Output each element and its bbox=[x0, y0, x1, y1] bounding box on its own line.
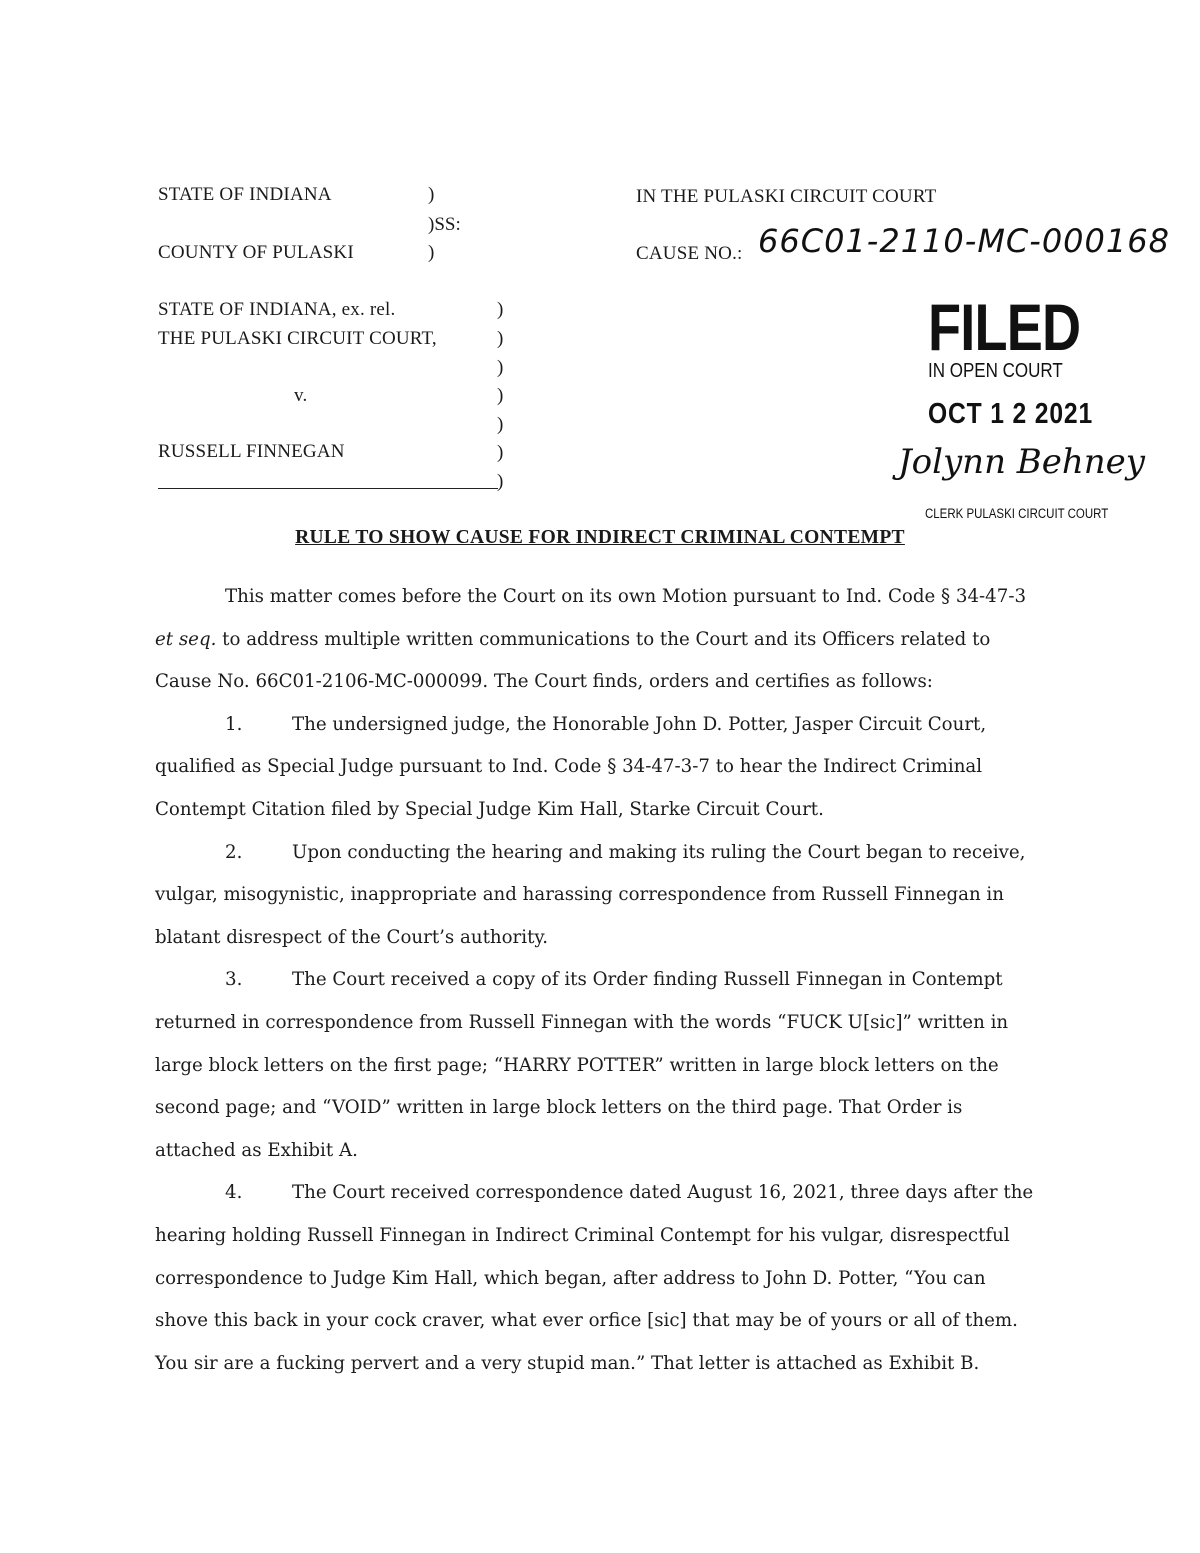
versus-label: v. bbox=[294, 385, 308, 406]
caption-paren: ) bbox=[497, 328, 504, 349]
paragraph-text: The Court received correspondence dated August 16, 2021, three days after the hearing holding Russell Finnegan in Indirect Criminal Contempt for his vulgar, disrespectful correspondence to Judge Kim Hall, which began, after address to John D. Potter, “You can shove this back in your cock craver, what ever orfice [sic] that may be of yours or all of them. You sir are a fucking pervert and a very stupid man.” That letter is attached as Exhibit B. bbox=[155, 1182, 1034, 1374]
defendant-name: RUSSELL FINNEGAN bbox=[158, 441, 345, 462]
caption-paren: ) bbox=[497, 442, 504, 463]
paragraph-number: 4. bbox=[225, 1182, 243, 1204]
caption-paren: ) bbox=[497, 471, 504, 492]
numbered-paragraph bbox=[155, 1172, 1035, 1385]
cause-label: CAUSE NO.: bbox=[636, 243, 743, 264]
document-title: RULE TO SHOW CAUSE FOR INDIRECT CRIMINAL CONTEMPT bbox=[295, 527, 905, 548]
caption-underline bbox=[158, 488, 498, 489]
paragraph-text: The undersigned judge, the Honorable John D. Potter, Jasper Circuit Court, qualified as Special Judge pursuant to Ind. Code § 34-47-3-7 to hear the Indirect Criminal Contempt Citation filed by Special Judge Kim Hall, Starke Circuit Court. bbox=[155, 713, 987, 820]
numbered-paragraph bbox=[155, 959, 1035, 1172]
court-name: IN THE PULASKI CIRCUIT COURT bbox=[636, 186, 937, 207]
plaintiff-line-2: THE PULASKI CIRCUIT COURT, bbox=[158, 328, 437, 349]
filed-stamp: FILED bbox=[928, 290, 1081, 364]
filed-date: OCT 1 2 2021 bbox=[928, 398, 1094, 430]
document-body bbox=[155, 576, 1035, 1385]
paragraph-text: The Court received a copy of its Order finding Russell Finnegan in Contempt returned in correspondence from Russell Finnegan with the words “FUCK U[sic]” written in large block letters on the first page; “HARRY POTTER” written in large block letters on the second page; and “VOID” written in large block letters on the third page. That Order is attached as Exhibit A. bbox=[155, 969, 1009, 1161]
numbered-paragraph bbox=[155, 704, 1035, 832]
clerk-label: CLERK PULASKI CIRCUIT COURT bbox=[925, 506, 1109, 521]
clerk-signature: Jolynn Behney bbox=[898, 442, 1146, 482]
caption-paren: ) bbox=[497, 414, 504, 435]
paragraph-text: Upon conducting the hearing and making its ruling the Court began to receive, vulgar, misogynistic, inappropriate and harassing correspondence from Russell Finnegan in blatant disrespect of the Court’s authority. bbox=[155, 841, 1026, 948]
county-label: COUNTY OF PULASKI bbox=[158, 242, 354, 263]
paragraph-number: 1. bbox=[225, 713, 243, 735]
plaintiff-line-1: STATE OF INDIANA, ex. rel. bbox=[158, 299, 396, 320]
caption-paren: ) bbox=[428, 184, 435, 205]
caption-paren: ) bbox=[497, 385, 504, 406]
caption-paren: ) bbox=[497, 299, 504, 320]
ss-label: )SS: bbox=[428, 214, 461, 235]
caption-paren: ) bbox=[497, 357, 504, 378]
state-label: STATE OF INDIANA bbox=[158, 184, 332, 205]
intro-paragraph: This matter comes before the Court on its own Motion pursuant to Ind. Code § 34-47-3 et seq. to address multiple written communications to the Court and its Officers related to Cause No. 66C01-2106-MC-000099. The Court finds, orders and certifies as follows: bbox=[155, 586, 1027, 693]
paragraph-number: 3. bbox=[225, 969, 243, 991]
paragraph-number: 2. bbox=[225, 841, 243, 863]
caption-paren: ) bbox=[428, 242, 435, 263]
cause-number-handwritten: 66C01-2110-MC-000168 bbox=[758, 222, 1170, 260]
in-open-court: IN OPEN COURT bbox=[928, 360, 1063, 382]
numbered-paragraph bbox=[155, 832, 1035, 960]
